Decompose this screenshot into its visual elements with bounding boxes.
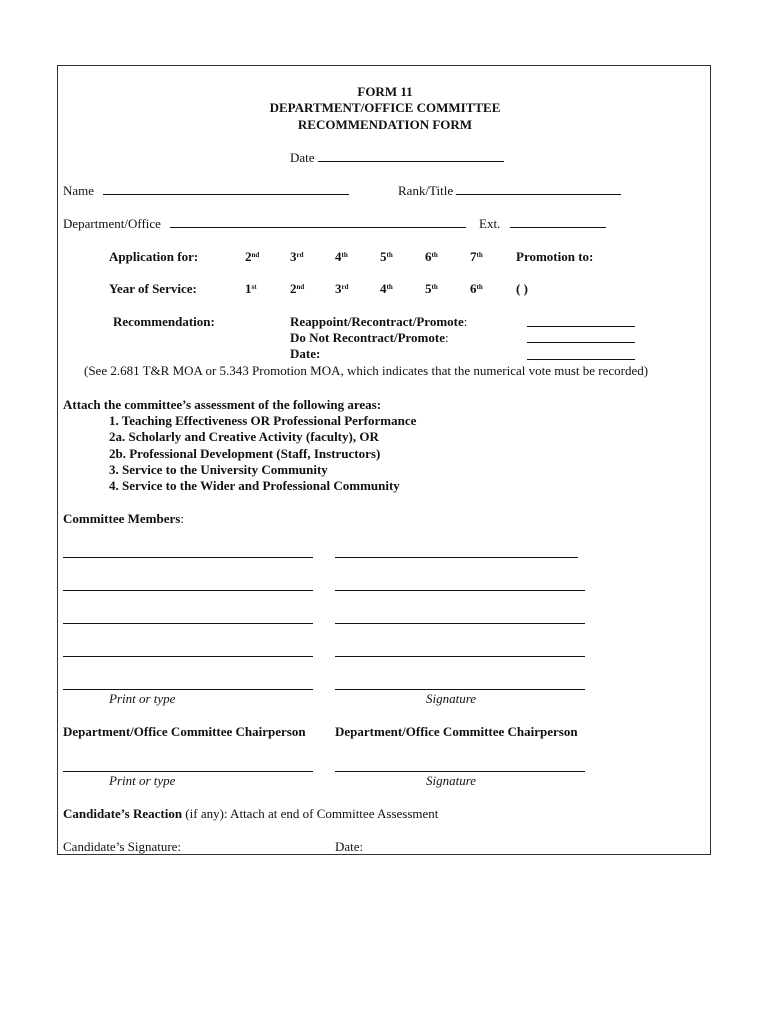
member-print-line[interactable] (63, 656, 313, 657)
name-line[interactable] (103, 183, 349, 195)
member-print-line[interactable] (63, 557, 313, 558)
date-field[interactable] (290, 150, 504, 166)
application-option[interactable]: 7th (470, 249, 483, 264)
member-signature-line[interactable] (335, 557, 578, 558)
name-field[interactable] (63, 183, 349, 199)
chair-print-line[interactable] (63, 771, 313, 772)
chair-signature-line[interactable] (335, 771, 585, 772)
ext-label: Ext. (479, 216, 501, 231)
year-option[interactable]: 1st (245, 281, 257, 296)
year-option[interactable]: 6th (470, 281, 483, 296)
member-print-line[interactable] (63, 590, 313, 591)
member-print-line[interactable] (63, 689, 313, 690)
candidate-signature-label: Candidate’s Signature: (63, 839, 182, 854)
date-line[interactable] (318, 150, 504, 162)
recommend-option-not-recontract: Do Not Recontract/Promote: (290, 330, 449, 345)
name-label: Name (63, 183, 95, 198)
chair-print-caption: Print or type (109, 773, 176, 788)
year-of-service-label: Year of Service: (109, 281, 197, 296)
recommend-date-line[interactable] (527, 359, 635, 360)
year-option[interactable]: 3rd (335, 281, 349, 296)
ext-line[interactable] (510, 216, 606, 228)
candidate-reaction-label: Candidate’s Reaction (63, 806, 183, 821)
not-recontract-line[interactable] (527, 342, 635, 343)
signature-caption: Signature (426, 691, 477, 706)
member-print-line[interactable] (63, 623, 313, 624)
member-signature-line[interactable] (335, 623, 585, 624)
promotion-label: Promotion to: (516, 249, 594, 264)
department-line[interactable] (170, 216, 466, 228)
member-signature-line[interactable] (335, 656, 585, 657)
year-option[interactable]: 4th (380, 281, 393, 296)
ext-field[interactable] (479, 216, 606, 232)
assessment-item: 3. Service to the University Community (109, 462, 328, 477)
application-option[interactable]: 6th (425, 249, 438, 264)
candidate-reaction (63, 806, 438, 822)
form-title: DEPARTMENT/OFFICE COMMITTEE (269, 100, 501, 115)
date-label: Date (290, 150, 315, 165)
year-option[interactable]: 5th (425, 281, 438, 296)
department-label: Department/Office (63, 216, 161, 231)
form-number: FORM 11 (357, 84, 413, 99)
assessment-intro: Attach the committee’s assessment of the following areas: (63, 397, 382, 412)
application-option[interactable]: 3rd (290, 249, 304, 264)
member-signature-line[interactable] (335, 590, 585, 591)
application-option[interactable]: 5th (380, 249, 393, 264)
candidate-reaction-text: (if any): Attach at end of Committee Assessment (185, 806, 439, 821)
year-option[interactable]: 2nd (290, 281, 305, 296)
member-signature-line[interactable] (335, 689, 585, 690)
assessment-item: 2a. Scholarly and Creative Activity (faculty), OR (109, 429, 379, 444)
application-option[interactable]: 2nd (245, 249, 260, 264)
year-paren[interactable]: ( ) (516, 281, 528, 296)
form-subtitle: RECOMMENDATION FORM (297, 117, 473, 132)
rank-line[interactable] (456, 183, 621, 195)
recommend-option-promote: Reappoint/Recontract/Promote: (290, 314, 468, 329)
chairperson-label-right: Department/Office Committee Chairperson (335, 724, 578, 739)
chairperson-label-left: Department/Office Committee Chairperson (63, 724, 306, 739)
assessment-item: 2b. Professional Development (Staff, Instructors) (109, 446, 381, 461)
recommendation-label: Recommendation: (113, 314, 215, 329)
application-option[interactable]: 4th (335, 249, 348, 264)
assessment-item: 4. Service to the Wider and Professional Community (109, 478, 400, 493)
candidate-date-label: Date: (335, 839, 364, 854)
committee-members-label: Committee Members: (63, 511, 184, 526)
rank-label: Rank/Title (398, 183, 454, 198)
application-label: Application for: (109, 249, 199, 264)
chair-signature-caption: Signature (426, 773, 477, 788)
recommend-date-label: Date: (290, 346, 321, 361)
department-field[interactable] (63, 216, 466, 232)
rank-field[interactable] (398, 183, 621, 199)
promote-line[interactable] (527, 326, 635, 327)
print-or-type-caption: Print or type (109, 691, 176, 706)
assessment-item: 1. Teaching Effectiveness OR Professional Performance (109, 413, 417, 428)
moa-note: (See 2.681 T&R MOA or 5.343 Promotion MOA, which indicates that the numerical vote must be recorded) (84, 363, 649, 378)
